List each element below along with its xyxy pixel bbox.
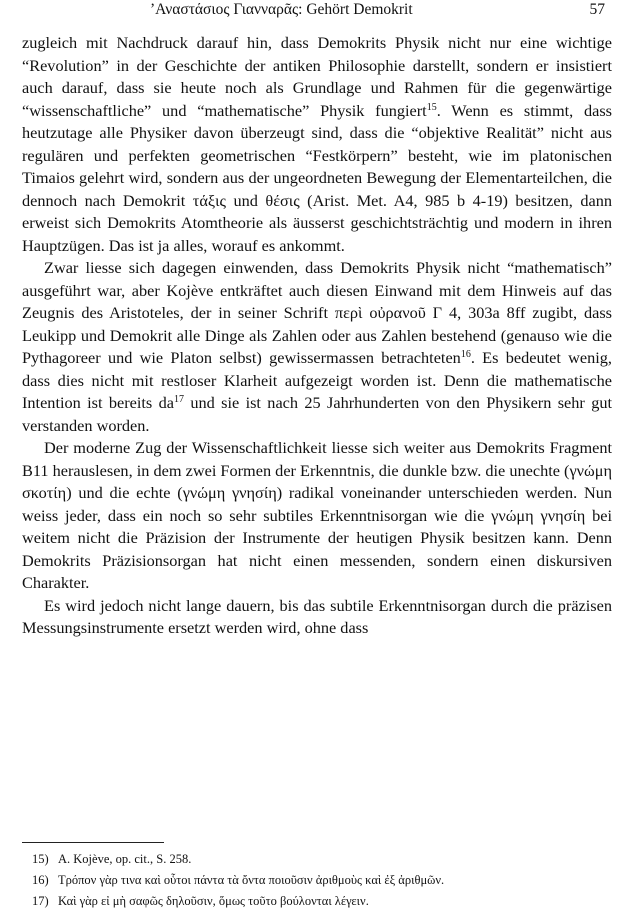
footnote-reference: 17: [174, 394, 184, 405]
footnote: [32, 891, 592, 912]
body-paragraph: [22, 32, 612, 257]
footnote-number: 16): [32, 873, 49, 887]
footnote-text: Καὶ γὰρ εἰ μὴ σαφῶς δηλοῦσιν, ὅμως τοῦτο βούλονται λέγειν.: [58, 894, 369, 908]
paragraph-text: Es wird jedoch nicht lange dauern, bis das subtile Erkenntnisorgan durch die präzisen Messungsinstrumente ersetzt werden wird, ohne dass: [22, 595, 612, 637]
body-paragraph: [22, 595, 612, 640]
paragraph-text: zugleich mit Nachdruck darauf hin, dass Demokrits Physik nicht nur eine wichtige “Revolution” in der Geschichte der antiken Philosophie darstellt, sondern er insistiert auch darauf, dass sie heute noch als Grundlage und Rahmen für die gegenwärtige “wissenschaftliche” und “mathematische” Physik fungiert: [22, 33, 612, 120]
footnote-reference: 16: [460, 349, 471, 360]
running-head-title: ’Αναστάσιος Γιανναρᾶς: Gehört Demokrit: [150, 1, 413, 18]
footnote: [32, 870, 592, 891]
footnote-reference: 15: [426, 101, 437, 113]
body-paragraph: [22, 437, 612, 595]
body-text: [22, 32, 612, 640]
footnote-text: Τρόπον γὰρ τινα καὶ οὗτοι πάντα τὰ ὄντα ποιοῦσιν ἀριθμοὺς καὶ ἐξ ἀριθμῶν.: [58, 873, 445, 887]
body-paragraph: [22, 257, 612, 437]
paragraph-text: . Es bedeutet wenig, dass dies nicht mit restloser Klarheit aufgezeigt worden ist. Denn die mathematische Intention ist bereits da: [22, 348, 612, 412]
footnotes: [32, 849, 592, 912]
paragraph-text: und sie ist nach 25 Jahrhunderten von den Physikern sehr gut verstanden worden.: [22, 393, 613, 435]
footnote-text: A. Kojève, op. cit., S. 258.: [58, 852, 192, 866]
footnote: [32, 849, 592, 870]
paragraph-text: . Wenn es stimmt, dass heutzutage alle Physiker davon überzeugt sind, dass die “objektive Realität” nicht aus regulären und perfekten geometrischen “Festkörpern” besteht, wie im platonischen Timaios gelehrt wird, sondern aus der ungeordneten Bewegung der Elementarteilchen, die dennoch nach Demokrit τάξις und θέσις (Arist. Met. A4, 985 b 4-19) besitzen, dann erweist sich Demokrits Atomtheorie als äusserst geschichtsträchtig und modern in ihren Hauptzügen. Das ist ja alles, worauf es ankommt.: [22, 100, 612, 255]
paragraph-text: Zwar liesse sich dagegen einwenden, dass Demokrits Physik nicht “mathematisch” ausgeführt war, aber Kojève entkräftet auch diesen Einwand mit dem Hinweis auf das Zeugnis des Aristoteles, der in seiner Schrift περὶ οὐρανοῦ Γ 4, 303a 8ff zugibt, dass Leukipp und Demokrit alle Dinge als Zahlen oder aus Zahlen bestehend (genauso wie die Pythagoreer und wie Platon selbst) gewissermassen betrachteten: [22, 258, 612, 367]
footnote-number: 17): [32, 894, 49, 908]
paragraph-text: Der moderne Zug der Wissenschaftlichkeit liesse sich weiter aus Demokrits Fragment B11 herauslesen, in dem zwei Formen der Erkenntnis, die dunkle bzw. die unechte (γνώμη σκοτίη) und die echte (γνώμη γνησίη) radikal voneinander unterschieden werden. Nun weiss jeder, dass ein noch so sehr subtiles Erkenntnisorgan wie die γνώμη γνησίη bei weitem nicht die Präzision der Instrumente der heutigen Physik besitzen kann. Denn Demokrits Präzisionsorgan hat nicht einen messenden, sondern einen diskursiven Charakter.: [22, 438, 612, 592]
page-number: 57: [589, 1, 605, 18]
footnote-divider: [22, 842, 164, 843]
footnote-number: 15): [32, 852, 49, 866]
